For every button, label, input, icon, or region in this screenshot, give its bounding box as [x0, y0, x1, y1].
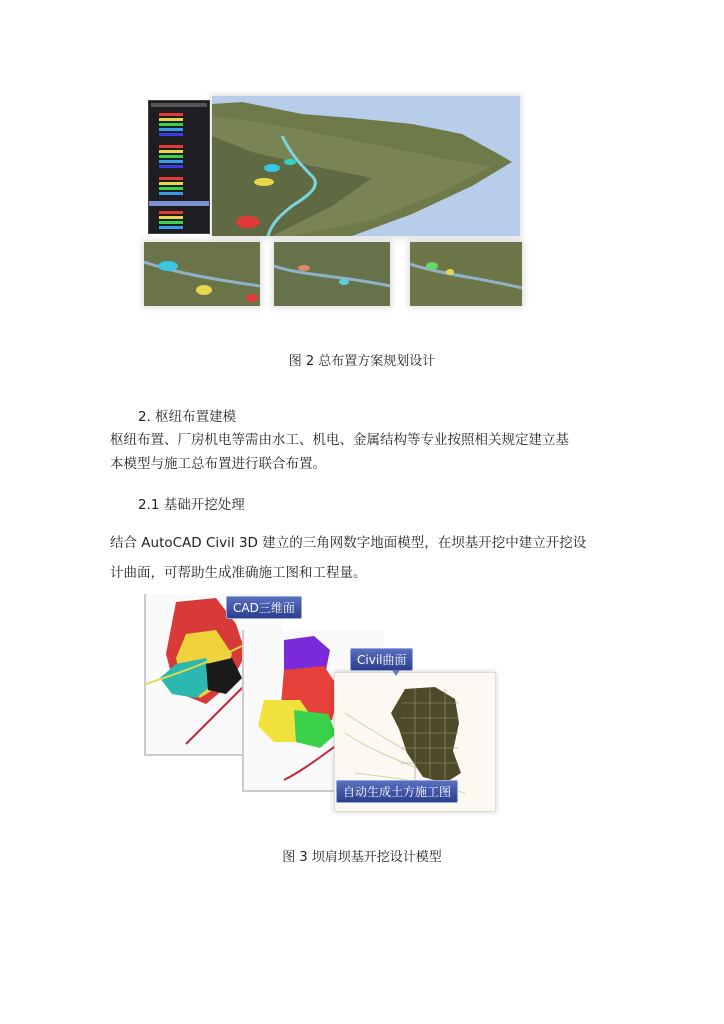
cad-surface-label: CAD三维面 — [226, 596, 302, 619]
terrain-thumbnail-1 — [144, 242, 260, 306]
figure-3 — [140, 590, 496, 814]
section-2-paragraph-line-2: 本模型与施工总布置进行联合布置。 — [110, 456, 326, 472]
section-2-1-heading: 2.1 基础开挖处理 — [138, 497, 245, 513]
figure-2 — [138, 96, 524, 312]
figure-2-caption: 图 2 总布置方案规划设计 — [288, 354, 436, 369]
earthwork-drawing-label: 自动生成土方施工图 — [336, 780, 458, 803]
civil-surface-label: Civil曲面 — [350, 648, 413, 671]
arrow-down-icon — [392, 670, 400, 676]
figure-3-caption: 图 3 坝肩坝基开挖设计模型 — [282, 850, 442, 865]
terrain-main-image — [212, 96, 520, 236]
terrain-thumbnail-3 — [410, 242, 522, 306]
terrain-thumbnail-2 — [274, 242, 390, 306]
section-2-paragraph-line-1: 枢纽布置、厂房机电等需由水工、机电、金属结构等专业按照相关规定建立基 — [110, 432, 569, 448]
section-2-paragraph — [110, 428, 620, 476]
section-2-heading: 2. 枢纽布置建模 — [138, 409, 237, 425]
section-2-1-paragraph-line-1: 结合 AutoCAD Civil 3D 建立的三角网数字地面模型，在坝基开挖中建立开挖设 — [110, 535, 587, 551]
section-2-1-paragraph — [110, 528, 620, 588]
legend-panel — [148, 100, 210, 234]
section-2-1-paragraph-line-2: 计曲面，可帮助生成准确施工图和工程量。 — [110, 565, 367, 581]
